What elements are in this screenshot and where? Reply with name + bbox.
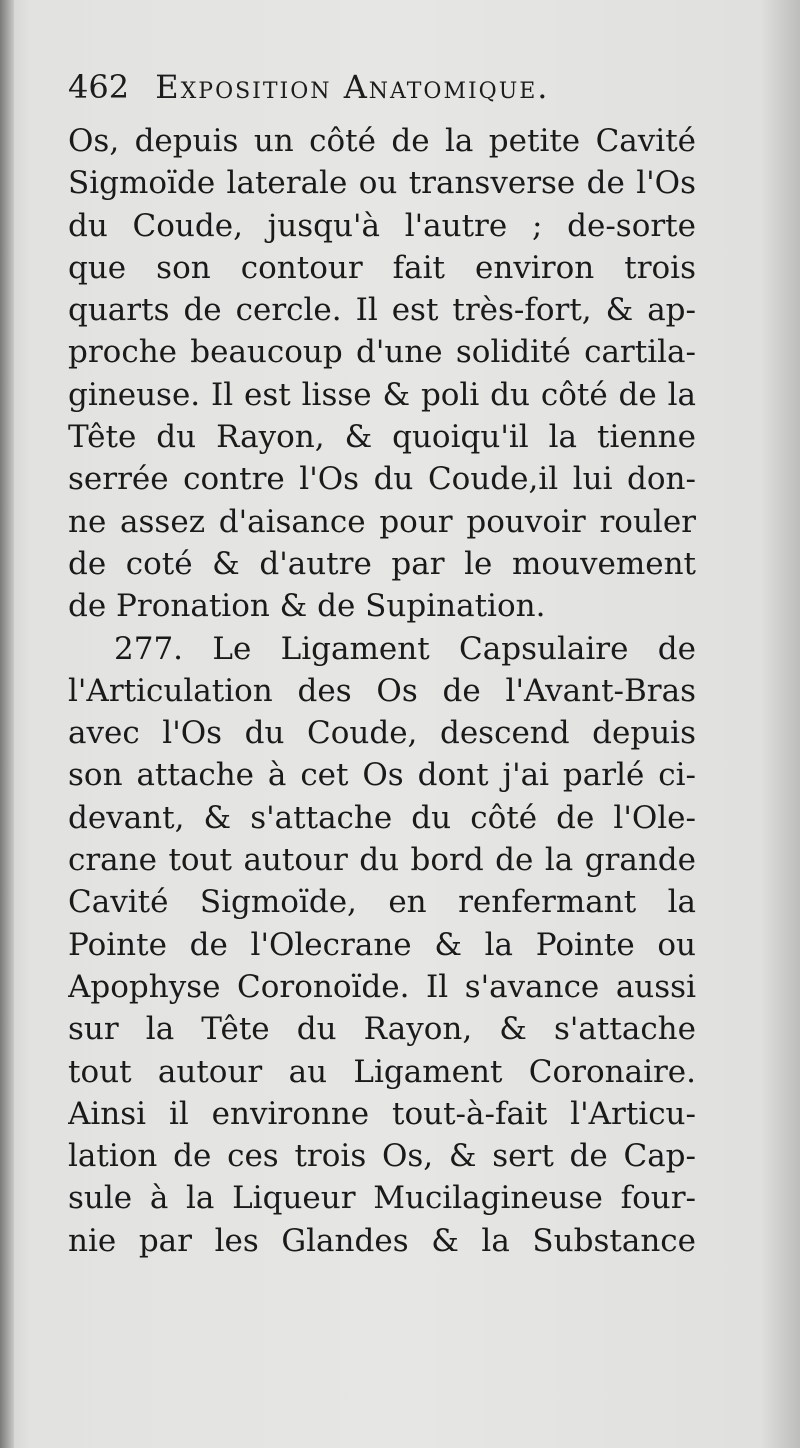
text-line: devant, & s'attache du côté de l'Ole- [68, 799, 696, 836]
page-number: 462 [68, 68, 130, 106]
text-line: proche beaucoup d'une solidité cartila- [68, 334, 696, 371]
page-header [68, 68, 708, 118]
text-line: sur la Tête du Rayon, & s'attache [68, 1011, 696, 1048]
text-line: gineuse. Il est lisse & poli du côté de la [68, 376, 696, 413]
text-line: que son contour fait environ trois [68, 249, 696, 286]
text-line: Cavité Sigmoïde, en renfermant la [68, 884, 696, 921]
text-line: Apophyse Coronoïde. Il s'avance aussi [68, 968, 696, 1005]
text-line: quarts de cercle. Il est très-fort, & ap- [68, 292, 696, 329]
text-line: Pointe de l'Olecrane & la Pointe ou [68, 926, 696, 963]
running-title: Exposition Anatomique. [155, 68, 550, 106]
text-line: sule à la Liqueur Mucilagineuse four- [68, 1180, 696, 1217]
text-line: Tête du Rayon, & quoiqu'il la tienne [68, 419, 696, 456]
text-line: du Coude, jusqu'à l'autre ; de-sorte [68, 207, 696, 244]
text-line: 277. Le Ligament Capsulaire de [114, 630, 696, 667]
text-line: de coté & d'autre par le mouvement [68, 545, 696, 582]
text-line: Os, depuis un côté de la petite Cavité [68, 123, 696, 159]
text-line: lation de ces trois Os, & sert de Cap- [68, 1138, 696, 1175]
text-line: son attache à cet Os dont j'ai parlé ci- [68, 757, 696, 794]
paragraph-277 [68, 628, 696, 1262]
text-line: nie par les Glandes & la Substance [68, 1222, 696, 1259]
text-line: crane tout autour du bord de la grande [68, 842, 696, 879]
paragraph-continuation [68, 120, 696, 628]
text-line: l'Articulation des Os de l'Avant-Bras [68, 672, 696, 709]
page-binding-edge [0, 0, 14, 1448]
text-line: Sigmoïde laterale ou transverse de l'Os [68, 165, 696, 202]
text-line: Ainsi il environne tout-à-fait l'Articu- [68, 1095, 696, 1132]
text-line: serrée contre l'Os du Coude,il lui don- [68, 461, 696, 498]
text-line: ne assez d'aisance pour pouvoir rouler [68, 503, 696, 540]
text-line: tout autour au Ligament Coronaire. [68, 1053, 696, 1090]
body-text [68, 120, 696, 1262]
text-line: avec l'Os du Coude, descend depuis [68, 715, 696, 752]
text-line: de Pronation & de Supination. [68, 588, 546, 625]
